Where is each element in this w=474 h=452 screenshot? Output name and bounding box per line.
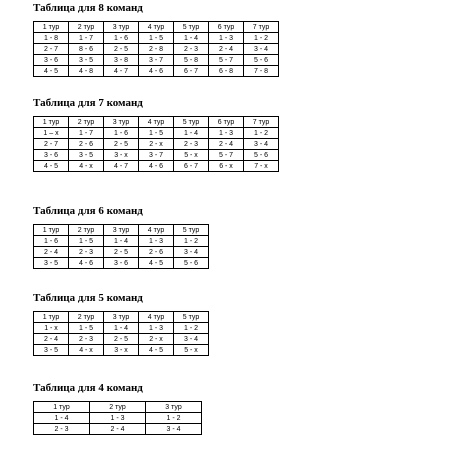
column-header: 3 тур [104, 312, 139, 323]
match-cell: 3 - 6 [104, 258, 139, 269]
schedule-table [33, 116, 279, 172]
schedule-table [33, 311, 209, 356]
match-cell: 3 - 5 [69, 150, 104, 161]
match-cell: 1 - 5 [139, 128, 174, 139]
match-cell: 3 - 7 [139, 150, 174, 161]
match-cell: 1 - 3 [139, 323, 174, 334]
table-row [34, 323, 209, 334]
section-title: Таблица для 6 команд [33, 205, 143, 217]
column-header: 4 тур [139, 117, 174, 128]
section-title: Таблица для 5 команд [33, 292, 143, 304]
match-cell: 3 - 6 [34, 55, 69, 66]
match-cell: 3 - 8 [104, 55, 139, 66]
column-header: 2 тур [69, 22, 104, 33]
match-cell: 2 - 7 [34, 139, 69, 150]
match-cell: 1 – x [34, 128, 69, 139]
section-8-teams [33, 2, 279, 77]
match-cell: 3 - x [104, 345, 139, 356]
match-cell: 3 - 5 [34, 258, 69, 269]
match-cell: 2 - 6 [69, 139, 104, 150]
match-cell: 2 - 5 [104, 139, 139, 150]
match-cell: 1 - 4 [104, 323, 139, 334]
match-cell: 1 - 4 [174, 128, 209, 139]
column-header: 1 тур [34, 22, 69, 33]
match-cell: 3 - 4 [244, 139, 279, 150]
header-row [34, 22, 279, 33]
column-header: 6 тур [209, 117, 244, 128]
column-header: 5 тур [174, 225, 209, 236]
match-cell: 2 - x [139, 139, 174, 150]
match-cell: 2 - 4 [209, 44, 244, 55]
column-header: 2 тур [69, 312, 104, 323]
match-cell: 3 - 4 [244, 44, 279, 55]
match-cell: 2 - 4 [34, 334, 69, 345]
section-6-teams [33, 205, 209, 269]
match-cell: 2 - 8 [139, 44, 174, 55]
column-header: 6 тур [209, 22, 244, 33]
match-cell: 5 - 7 [209, 150, 244, 161]
table-row [34, 44, 279, 55]
match-cell: 5 - x [174, 150, 209, 161]
match-cell: 3 - x [104, 150, 139, 161]
section-title: Таблица для 4 команд [33, 382, 143, 394]
match-cell: 2 - 4 [209, 139, 244, 150]
match-cell: 2 - x [139, 334, 174, 345]
section-title: Таблица для 8 команд [33, 2, 143, 14]
section-5-teams [33, 292, 209, 356]
section-4-teams [33, 382, 202, 435]
match-cell: 1 - 7 [69, 33, 104, 44]
match-cell: 1 - 3 [209, 128, 244, 139]
match-cell: 2 - 6 [139, 247, 174, 258]
match-cell: 1 - 2 [146, 413, 202, 424]
match-cell: 4 - 7 [104, 161, 139, 172]
column-header: 5 тур [174, 117, 209, 128]
table-row [34, 150, 279, 161]
match-cell: 2 - 3 [69, 247, 104, 258]
match-cell: 1 - 6 [34, 236, 69, 247]
match-cell: 4 - 5 [34, 66, 69, 77]
table-row [34, 33, 279, 44]
header-row [34, 402, 202, 413]
match-cell: 1 - 3 [139, 236, 174, 247]
match-cell: 3 - 4 [174, 334, 209, 345]
match-cell: 1 - 2 [174, 323, 209, 334]
match-cell: 8 - 6 [69, 44, 104, 55]
table-row [34, 66, 279, 77]
match-cell: 5 - 6 [244, 55, 279, 66]
match-cell: 1 - 6 [104, 33, 139, 44]
match-cell: 5 - x [174, 345, 209, 356]
schedule-table [33, 224, 209, 269]
schedule-table [33, 401, 202, 435]
column-header: 7 тур [244, 117, 279, 128]
column-header: 2 тур [69, 117, 104, 128]
match-cell: 3 - 4 [146, 424, 202, 435]
match-cell: 7 - x [244, 161, 279, 172]
match-cell: 6 - 7 [174, 161, 209, 172]
match-cell: 7 - 8 [244, 66, 279, 77]
match-cell: 4 - 8 [69, 66, 104, 77]
column-header: 1 тур [34, 117, 69, 128]
match-cell: 2 - 4 [34, 247, 69, 258]
match-cell: 3 - 4 [174, 247, 209, 258]
match-cell: 1 - 4 [34, 413, 90, 424]
column-header: 1 тур [34, 312, 69, 323]
match-cell: 6 - x [209, 161, 244, 172]
match-cell: 5 - 7 [209, 55, 244, 66]
match-cell: 6 - 7 [174, 66, 209, 77]
match-cell: 2 - 3 [174, 139, 209, 150]
match-cell: 2 - 4 [90, 424, 146, 435]
header-row [34, 312, 209, 323]
match-cell: 4 - 6 [139, 161, 174, 172]
header-row [34, 225, 209, 236]
table-row [34, 258, 209, 269]
match-cell: 4 - x [69, 345, 104, 356]
match-cell: 1 - 4 [104, 236, 139, 247]
match-cell: 2 - 5 [104, 334, 139, 345]
match-cell: 1 - 2 [174, 236, 209, 247]
match-cell: 6 - 8 [209, 66, 244, 77]
column-header: 4 тур [139, 22, 174, 33]
match-cell: 3 - 5 [69, 55, 104, 66]
match-cell: 1 - 4 [174, 33, 209, 44]
match-cell: 5 - 8 [174, 55, 209, 66]
match-cell: 5 - 6 [244, 150, 279, 161]
column-header: 2 тур [90, 402, 146, 413]
column-header: 3 тур [104, 225, 139, 236]
match-cell: 2 - 3 [174, 44, 209, 55]
match-cell: 1 - 7 [69, 128, 104, 139]
match-cell: 1 - 5 [139, 33, 174, 44]
column-header: 3 тур [104, 117, 139, 128]
match-cell: 1 - 5 [69, 236, 104, 247]
match-cell: 4 - 5 [139, 345, 174, 356]
match-cell: 1 - 2 [244, 128, 279, 139]
table-row [34, 55, 279, 66]
table-row [34, 345, 209, 356]
match-cell: 1 - 3 [90, 413, 146, 424]
match-cell: 5 - 6 [174, 258, 209, 269]
match-cell: 4 - 6 [69, 258, 104, 269]
match-cell: 1 - x [34, 323, 69, 334]
match-cell: 4 - 6 [139, 66, 174, 77]
table-row [34, 413, 202, 424]
table-row [34, 161, 279, 172]
table-row [34, 236, 209, 247]
match-cell: 2 - 5 [104, 44, 139, 55]
column-header: 4 тур [139, 312, 174, 323]
match-cell: 4 - 7 [104, 66, 139, 77]
header-row [34, 117, 279, 128]
column-header: 2 тур [69, 225, 104, 236]
section-title: Таблица для 7 команд [33, 97, 143, 109]
column-header: 3 тур [146, 402, 202, 413]
column-header: 5 тур [174, 22, 209, 33]
match-cell: 1 - 6 [104, 128, 139, 139]
match-cell: 4 - 5 [139, 258, 174, 269]
column-header: 1 тур [34, 225, 69, 236]
match-cell: 1 - 8 [34, 33, 69, 44]
table-row [34, 128, 279, 139]
column-header: 4 тур [139, 225, 174, 236]
column-header: 7 тур [244, 22, 279, 33]
match-cell: 4 - x [69, 161, 104, 172]
match-cell: 1 - 3 [209, 33, 244, 44]
schedule-table [33, 21, 279, 77]
match-cell: 4 - 5 [34, 161, 69, 172]
match-cell: 2 - 7 [34, 44, 69, 55]
table-row [34, 334, 209, 345]
match-cell: 1 - 5 [69, 323, 104, 334]
section-7-teams [33, 97, 279, 172]
match-cell: 2 - 5 [104, 247, 139, 258]
table-row [34, 247, 209, 258]
column-header: 5 тур [174, 312, 209, 323]
match-cell: 3 - 5 [34, 345, 69, 356]
column-header: 1 тур [34, 402, 90, 413]
match-cell: 2 - 3 [34, 424, 90, 435]
column-header: 3 тур [104, 22, 139, 33]
match-cell: 1 - 2 [244, 33, 279, 44]
table-row [34, 424, 202, 435]
table-row [34, 139, 279, 150]
match-cell: 2 - 3 [69, 334, 104, 345]
match-cell: 3 - 7 [139, 55, 174, 66]
match-cell: 3 - 6 [34, 150, 69, 161]
